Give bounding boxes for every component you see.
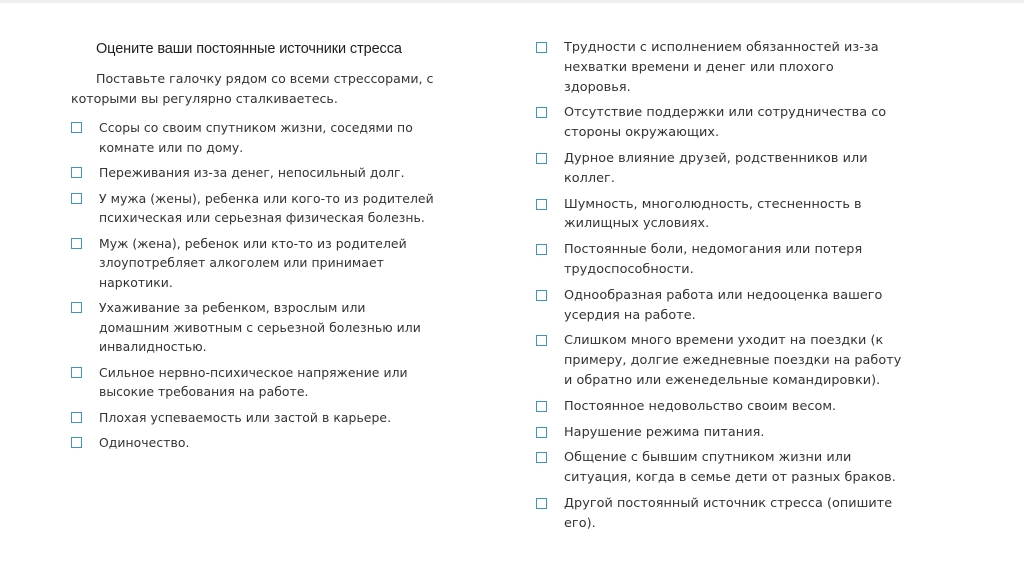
checklist-item [71,189,436,228]
checklist-item-label: Слишком много времени уходит на поездки (к примеру, долгие ежедневные поездки на работу и обратно или еженедельные командировки). [564,333,902,388]
checklist-item-label: Одиночество. [99,435,190,450]
checkbox-icon[interactable] [71,167,82,178]
checklist-item-label: Переживания из-за денег, непосильный долг. [99,165,405,180]
checklist-item [536,38,904,97]
checkbox-icon[interactable] [71,437,82,448]
checklist-item [71,433,436,453]
checklist-item-label: Постоянные боли, недомогания или потеря трудоспособности. [564,242,863,277]
checkbox-icon[interactable] [536,401,547,412]
checkbox-icon[interactable] [536,452,547,463]
checklist-item [536,149,904,189]
checkbox-icon[interactable] [71,367,82,378]
checkbox-icon[interactable] [536,498,547,509]
checkbox-icon[interactable] [536,42,547,53]
right-checklist [536,38,904,540]
checkbox-icon[interactable] [71,193,82,204]
checkbox-icon[interactable] [536,107,547,118]
checklist-item [71,408,436,428]
checklist-item-label: Дурное влияние друзей, родственников или коллег. [564,150,868,186]
checklist-item-label: Отсутствие поддержки или сотрудничества со стороны окружающих. [564,105,887,141]
checklist-item-label: Нарушение режима питания. [564,424,765,440]
checklist-item [536,103,904,143]
checklist-item [536,448,904,488]
checkbox-icon[interactable] [71,238,82,249]
checklist-item [536,494,904,534]
checklist-item-label: Сильное нервно-психическое напряжение или высокие требования на работе. [99,364,408,399]
checklist-item-label: Трудности с исполнением обязанностей из-за нехватки времени и денег или плохого здоровья. [564,40,879,95]
checklist-item-label: У мужа (жены), ребенка или кого-то из родителей психическая или серьезная физическая болезнь. [99,190,434,225]
checkbox-icon[interactable] [536,244,547,255]
left-checklist [71,118,436,453]
checklist-item [536,331,904,390]
checklist-item-label: Ухаживание за ребенком, взрослым или домашним животным с серьезной болезнью или инвалидностью. [99,300,421,354]
intro-text: Поставьте галочку рядом со всеми стрессорами, с которыми вы регулярно сталкиваетесь. [71,71,434,106]
checklist-item-label: Муж (жена), ребенок или кто-то из родителей злоупотребляет алкоголем или принимает наркотики. [99,235,407,290]
checklist-item [536,286,904,326]
checklist-item [71,118,436,157]
checklist-item [536,423,904,443]
checklist-item-label: Общение с бывшим спутником жизни или ситуация, когда в семье дети от разных браков. [564,450,896,486]
checklist-item [536,240,904,280]
top-divider [0,0,1024,3]
page-title: Оцените ваши постоянные источники стресса [96,41,402,57]
checklist-item-label: Ссоры со своим спутником жизни, соседями по комнате или по дому. [99,120,413,155]
checkbox-icon[interactable] [536,427,547,438]
checklist-item [536,397,904,417]
checkbox-icon[interactable] [71,412,82,423]
checklist-item [71,234,436,293]
checkbox-icon[interactable] [71,122,82,133]
checkbox-icon[interactable] [536,153,547,164]
checklist-item [71,163,436,183]
checklist-item-label: Постоянное недовольство своим весом. [564,398,837,414]
checkbox-icon[interactable] [536,335,547,346]
checklist-item [71,298,436,357]
checklist-item-label: Однообразная работа или недооценка вашего усердия на работе. [564,287,883,323]
checklist-item [71,363,436,402]
checkbox-icon[interactable] [536,199,547,210]
checkbox-icon[interactable] [536,290,547,301]
checklist-item-label: Шумность, многолюдность, стесненность в жилищных условиях. [564,196,862,232]
checkbox-icon[interactable] [71,302,82,313]
checklist-item [536,195,904,235]
checklist-item-label: Другой постоянный источник стресса (опишите его). [564,495,893,531]
checklist-item-label: Плохая успеваемость или застой в карьере. [99,409,392,425]
